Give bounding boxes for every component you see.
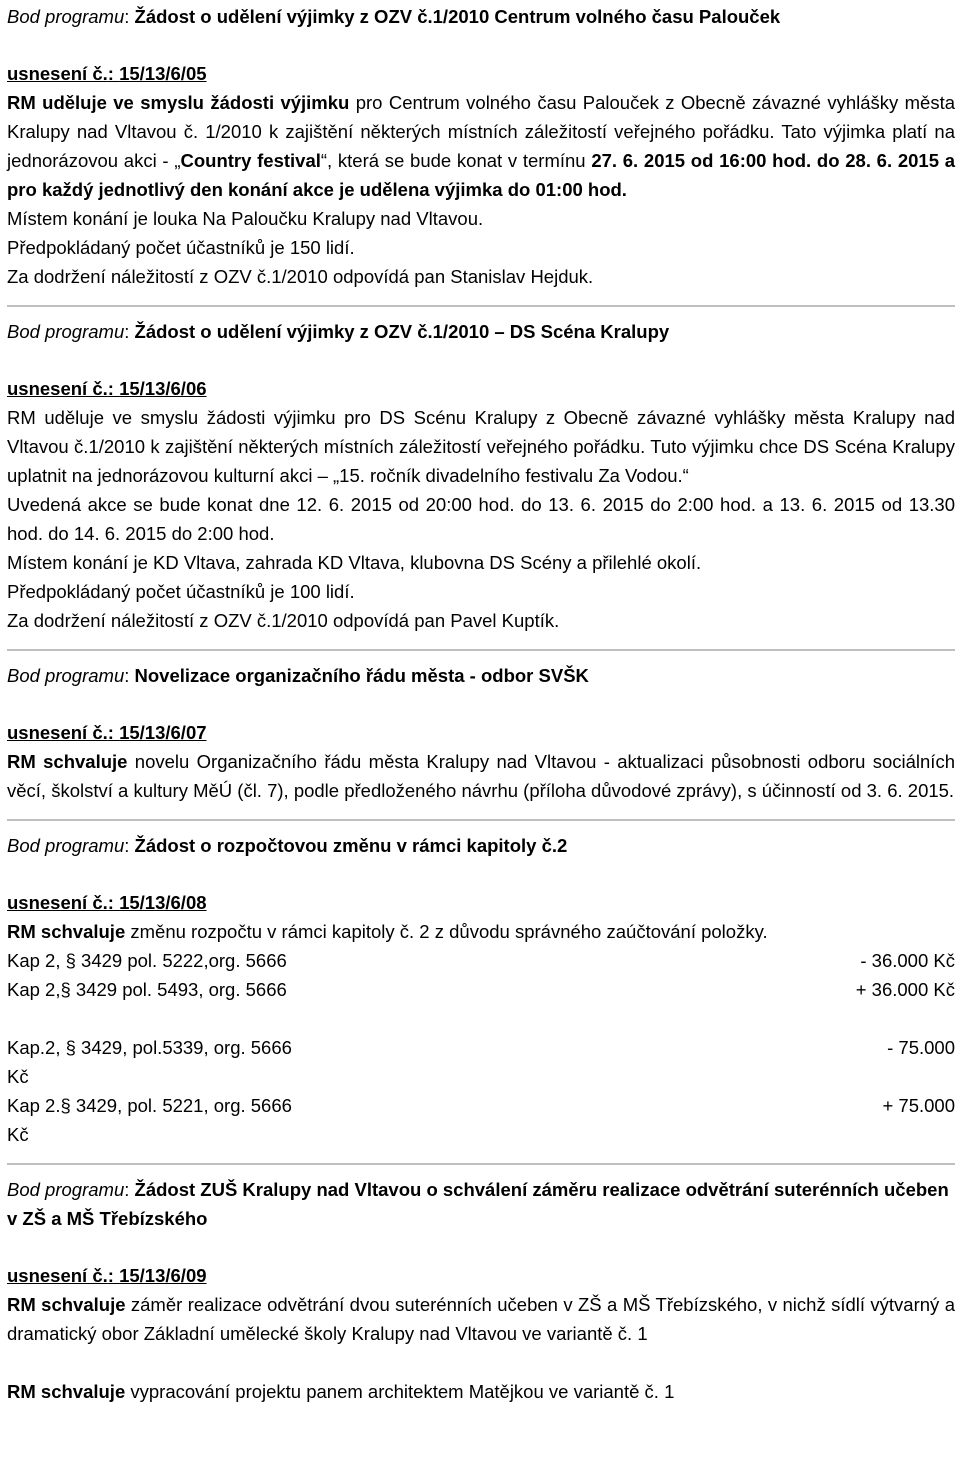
resolution-number: usnesení č.: 15/13/6/08 [7,892,207,913]
resolution-number: usnesení č.: 15/13/6/07 [7,722,207,743]
agenda-item-5 [7,1175,955,1406]
agenda-heading: Bod programu: Žádost o udělení výjimky z OZV č.1/2010 – DS Scéna Kralupy [7,321,670,342]
agenda-heading: Bod programu: Žádost o udělení výjimky z OZV č.1/2010 Centrum volného času Palouček [7,6,781,27]
section-divider [7,1163,955,1165]
resolution-text: RM uděluje ve smyslu žádosti výjimku pro Centrum volného času Palouček z Obecně závazné vyhlášky města Kralupy nad Vltavou č. 1/2010 k zajištění některých místních záležitostí veřejného pořádku. Tato výjimka platí na jednorázovou akci - „Country festival“, která se bude konat v termínu 27. 6. 2015 od 16:00 hod. do 28. 6. 2015 a pro každý jednotlivý den konání akce je udělena výjimka do 01:00 hod. [7,92,956,200]
section-divider [7,819,955,821]
resolution-text: RM schvaluje změnu rozpočtu v rámci kapitoly č. 2 z důvodu správného zaúčtování položky. [7,921,768,942]
agenda-title: Žádost o udělení výjimky z OZV č.1/2010 – DS Scéna Kralupy [134,321,670,342]
agenda-heading: Bod programu: Žádost o rozpočtovou změnu v rámci kapitoly č.2 [7,835,568,856]
section-divider [7,305,955,307]
resolution-number: usnesení č.: 15/13/6/05 [7,63,207,84]
resolution-number: usnesení č.: 15/13/6/06 [7,378,207,399]
agenda-title: Žádost o rozpočtovou změnu v rámci kapitoly č.2 [134,835,568,856]
budget-row: Kap 2.§ 3429, pol. 5221, org. 5666 + 75.000 [7,1095,955,1116]
agenda-item-2 [7,317,955,635]
attendance-line: Předpokládaný počet účastníků je 150 lidí. [7,237,355,258]
attendance-line: Předpokládaný počet účastníků je 100 lidí. [7,581,355,602]
document-page [7,0,955,1406]
resolution-text: RM schvaluje novelu Organizačního řádu města Kralupy nad Vltavou - aktualizaci působnosti odboru sociálních věcí, školství a kultury MěÚ (čl. 7), podle předloženého návrhu (příloha důvodové zprávy), s účinností od 3. 6. 2015. [7,751,955,801]
budget-row-currency: Kč [7,1124,29,1145]
agenda-item-4 [7,831,955,1149]
venue-line: Místem konání je louka Na Paloučku Kralupy nad Vltavou. [7,208,484,229]
responsible-line: Za dodržení náležitostí z OZV č.1/2010 odpovídá pan Pavel Kuptík. [7,610,560,631]
agenda-title: Žádost ZUŠ Kralupy nad Vltavou o schválení záměru realizace odvětrání suterénních učeben v ZŠ a MŠ Třebízského [7,1179,949,1229]
budget-row-currency: Kč [7,1066,29,1087]
agenda-title: Novelizace organizačního řádu města - odbor SVŠK [134,665,589,686]
agenda-item-3 [7,661,955,805]
budget-row: Kap.2, § 3429, pol.5339, org. 5666 - 75.000 [7,1037,955,1058]
agenda-heading: Bod programu: Žádost ZUŠ Kralupy nad Vltavou o schválení záměru realizace odvětrání suterénních učeben v ZŠ a MŠ Třebízského [7,1179,949,1229]
bod-label: Bod programu [7,6,125,27]
section-divider [7,649,955,651]
agenda-heading: Bod programu: Novelizace organizačního řádu města - odbor SVŠK [7,665,589,686]
resolution-text: RM uděluje ve smyslu žádosti výjimku pro DS Scénu Kralupy z Obecně závazné vyhlášky města Kralupy nad Vltavou č.1/2010 k zajištění některých místních záležitostí veřejného pořádku. Tuto výjimku chce DS Scéna Kralupy uplatnit na jednorázovou kulturní akci – „15. ročník divadelního festivalu Za Vodou.“ [7,407,955,486]
resolution-text: RM schvaluje záměr realizace odvětrání dvou suterénních učeben v ZŠ a MŠ Třebízského, v nichž sídlí výtvarný a dramatický obor Základní umělecké školy Kralupy nad Vltavou ve variantě č. 1 [7,1294,955,1344]
budget-row: Kap 2,§ 3429 pol. 5493, org. 5666 + 36.000 Kč [7,979,955,1000]
resolution-text: RM schvaluje vypracování projektu panem architektem Matějkou ve variantě č. 1 [7,1381,675,1402]
resolution-number: usnesení č.: 15/13/6/09 [7,1265,207,1286]
agenda-title: Žádost o udělení výjimky z OZV č.1/2010 Centrum volného času Palouček [134,6,781,27]
venue-line: Místem konání je KD Vltava, zahrada KD Vltava, klubovna DS Scény a přilehlé okolí. [7,552,702,573]
budget-row: Kap 2, § 3429 pol. 5222,org. 5666 - 36.000 Kč [7,950,955,971]
responsible-line: Za dodržení náležitostí z OZV č.1/2010 odpovídá pan Stanislav Hejduk. [7,266,594,287]
event-dates: Uvedená akce se bude konat dne 12. 6. 2015 od 20:00 hod. do 13. 6. 2015 do 2:00 hod. a 13. 6. 2015 od 13.30 hod. do 14. 6. 2015 do 2:00 hod. [7,494,955,544]
agenda-item-1 [7,2,955,291]
